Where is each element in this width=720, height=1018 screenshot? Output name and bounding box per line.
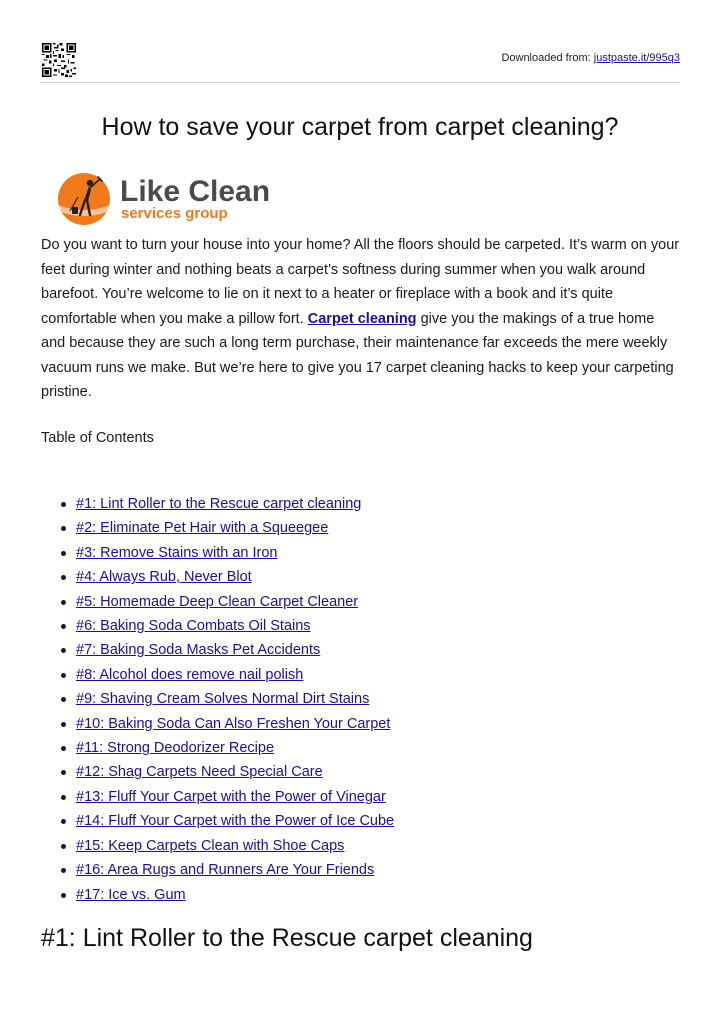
toc-item bbox=[41, 712, 394, 736]
toc-link-16[interactable]: #16: Area Rugs and Runners Are Your Friends bbox=[76, 862, 375, 879]
toc-item bbox=[41, 785, 394, 809]
carpet-cleaning-link[interactable]: Carpet cleaning bbox=[307, 310, 417, 327]
toc-item bbox=[41, 809, 394, 833]
toc-link-2[interactable]: #2: Eliminate Pet Hair with a Squeegee bbox=[76, 520, 329, 537]
toc-item bbox=[41, 516, 394, 540]
bullet-icon bbox=[61, 795, 66, 800]
toc-item bbox=[41, 760, 394, 784]
bullet-icon bbox=[61, 648, 66, 653]
toc-link-1[interactable]: #1: Lint Roller to the Rescue carpet cleaning bbox=[76, 496, 362, 512]
bullet-icon bbox=[61, 697, 66, 702]
download-source bbox=[501, 52, 680, 64]
bullet-icon bbox=[61, 575, 66, 580]
bullet-icon bbox=[61, 551, 66, 556]
toc-link-10[interactable]: #10: Baking Soda Can Also Freshen Your Carpet bbox=[76, 715, 391, 732]
toc-link-6[interactable]: #6: Baking Soda Combats Oil Stains bbox=[76, 618, 311, 635]
toc-item bbox=[41, 663, 394, 687]
toc-link-7[interactable]: #7: Baking Soda Masks Pet Accidents bbox=[76, 642, 321, 659]
svg-text:Like Clean: Like Clean bbox=[120, 175, 271, 208]
bullet-icon bbox=[61, 502, 66, 507]
bullet-icon bbox=[61, 868, 66, 873]
toc-link-14[interactable]: #14: Fluff Your Carpet with the Power of Ice Cube bbox=[76, 813, 395, 830]
toc-link-17[interactable]: #17: Ice vs. Gum bbox=[76, 886, 186, 903]
bullet-icon bbox=[61, 600, 66, 605]
bullet-icon bbox=[61, 673, 66, 678]
downloaded-label: Downloaded from: bbox=[501, 52, 594, 64]
toc-item bbox=[41, 541, 394, 565]
toc-item bbox=[41, 858, 394, 882]
bullet-icon bbox=[61, 844, 66, 849]
page-title: How to save your carpet from carpet cleaning? bbox=[101, 113, 619, 141]
toc-title: Table of Contents bbox=[41, 430, 154, 446]
toc-item bbox=[41, 492, 394, 516]
header-divider bbox=[40, 82, 680, 83]
toc-link-12[interactable]: #12: Shag Carpets Need Special Care bbox=[76, 764, 323, 781]
bullet-icon bbox=[61, 819, 66, 824]
toc-link-5[interactable]: #5: Homemade Deep Clean Carpet Cleaner bbox=[76, 593, 359, 610]
intro-text-start: Do you want to turn your house into your home? All the floors should be carpeted. It’s warm on your feet during winter and nothing beats a carpet’s softness during summer when you walk around barefoot. You’re welcome to lie on it next to a heater or fireplace with a book and it’s quite comfortable when you make a pillow fort. bbox=[41, 237, 680, 327]
toc-link-11[interactable]: #11: Strong Deodorizer Recipe bbox=[76, 740, 275, 757]
toc-item bbox=[41, 883, 394, 907]
section-heading: #1: Lint Roller to the Rescue carpet cleaning bbox=[41, 924, 533, 952]
qr-code-icon bbox=[42, 43, 76, 77]
toc-item bbox=[41, 590, 394, 614]
intro-paragraph bbox=[41, 233, 681, 405]
toc-item bbox=[41, 736, 394, 760]
toc-link-15[interactable]: #15: Keep Carpets Clean with Shoe Caps bbox=[76, 837, 345, 854]
bullet-icon bbox=[61, 722, 66, 727]
toc-link-13[interactable]: #13: Fluff Your Carpet with the Power of Vinegar bbox=[76, 788, 386, 805]
bullet-icon bbox=[61, 893, 66, 898]
bullet-icon bbox=[61, 526, 66, 531]
toc-link-9[interactable]: #9: Shaving Cream Solves Normal Dirt Stains bbox=[76, 691, 370, 708]
svg-text:services group: services group bbox=[121, 205, 228, 222]
intro-text-end: give you the makings of a true home and because they are such a long term purchase, their maintenance far exceeds the mere weekly vacuum runs we make. But we’re here to give you 17 carpet cleaning hacks to keep your carpeting pristine. bbox=[41, 310, 674, 400]
toc-link-4[interactable]: #4: Always Rub, Never Blot bbox=[76, 569, 252, 586]
bullet-icon bbox=[61, 624, 66, 629]
bullet-icon bbox=[61, 770, 66, 775]
toc-item bbox=[41, 834, 394, 858]
toc-item bbox=[41, 687, 394, 711]
toc-item bbox=[41, 614, 394, 638]
toc-item bbox=[41, 565, 394, 589]
toc-link-3[interactable]: #3: Remove Stains with an Iron bbox=[76, 544, 278, 561]
source-link[interactable]: justpaste.it/995q3 bbox=[593, 52, 680, 64]
table-of-contents bbox=[41, 492, 394, 907]
bullet-icon bbox=[61, 746, 66, 751]
toc-link-8[interactable]: #8: Alcohol does remove nail polish bbox=[76, 666, 304, 683]
toc-item bbox=[41, 638, 394, 662]
like-clean-logo bbox=[54, 171, 278, 227]
